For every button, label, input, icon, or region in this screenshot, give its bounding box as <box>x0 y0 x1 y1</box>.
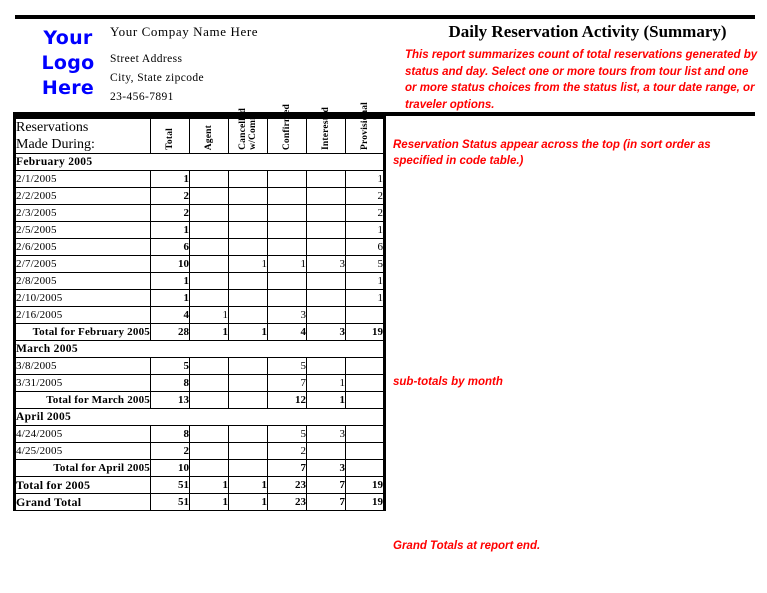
month-subtotal-row <box>15 460 385 477</box>
column-header-total-text: Total <box>165 128 175 150</box>
grand-total-interested: 7 <box>307 494 346 511</box>
subtotal-cancelled-w-comm <box>229 392 268 409</box>
logo-line-1: Your <box>43 27 93 49</box>
row-header-line-1: Reservations <box>16 120 89 135</box>
grand-total-confirmed: 23 <box>268 494 307 511</box>
year-total-cancelled-w-comm: 1 <box>229 477 268 494</box>
cell-provisional: 6 <box>346 239 385 256</box>
table-row <box>15 375 385 392</box>
row-date-label: 4/24/2005 <box>15 426 151 443</box>
subtotal-provisional: 19 <box>346 324 385 341</box>
cell-cancelled-w-comm <box>229 239 268 256</box>
cell-provisional: 1 <box>346 290 385 307</box>
cell-total: 2 <box>151 205 190 222</box>
year-total-total: 51 <box>151 477 190 494</box>
cell-total: 1 <box>151 290 190 307</box>
grand-total-agent: 1 <box>190 494 229 511</box>
cell-agent: 1 <box>190 307 229 324</box>
cell-cancelled-w-comm <box>229 188 268 205</box>
cell-total: 6 <box>151 239 190 256</box>
subtotal-total: 28 <box>151 324 190 341</box>
cell-agent <box>190 375 229 392</box>
subtotal-cancelled-w-comm <box>229 460 268 477</box>
cell-interested: 1 <box>307 375 346 392</box>
cell-agent <box>190 205 229 222</box>
cell-cancelled-w-comm <box>229 273 268 290</box>
table-row <box>15 188 385 205</box>
cell-agent <box>190 188 229 205</box>
company-logo-placeholder <box>28 26 108 101</box>
row-date-label: 2/7/2005 <box>15 256 151 273</box>
cell-interested <box>307 443 346 460</box>
subtotal-agent <box>190 460 229 477</box>
cell-cancelled-w-comm <box>229 358 268 375</box>
table-head <box>15 102 385 154</box>
row-date-label: 2/5/2005 <box>15 222 151 239</box>
annotation-subtotals: sub-totals by month <box>393 376 503 388</box>
cell-confirmed <box>268 188 307 205</box>
cell-interested: 3 <box>307 426 346 443</box>
cell-total: 2 <box>151 443 190 460</box>
cell-total: 2 <box>151 188 190 205</box>
month-group-header-row <box>15 409 385 426</box>
subtotal-label: Total for March 2005 <box>15 392 151 409</box>
subtotal-interested: 3 <box>307 460 346 477</box>
cell-interested <box>307 358 346 375</box>
cell-confirmed <box>268 205 307 222</box>
cell-agent <box>190 239 229 256</box>
subtotal-provisional <box>346 392 385 409</box>
top-divider-rule <box>15 15 755 19</box>
grand-total-total: 51 <box>151 494 190 511</box>
row-date-label: 2/2/2005 <box>15 188 151 205</box>
cell-agent <box>190 171 229 188</box>
cell-provisional: 1 <box>346 222 385 239</box>
row-date-label: 3/8/2005 <box>15 358 151 375</box>
row-date-label: 2/10/2005 <box>15 290 151 307</box>
subtotal-label: Total for April 2005 <box>15 460 151 477</box>
month-group-title: February 2005 <box>15 154 385 171</box>
cell-cancelled-w-comm <box>229 426 268 443</box>
cell-provisional: 1 <box>346 273 385 290</box>
row-header-line-2: Made During: <box>16 137 95 152</box>
cell-agent <box>190 222 229 239</box>
cell-cancelled-w-comm <box>229 290 268 307</box>
cell-cancelled-w-comm <box>229 375 268 392</box>
cell-total: 10 <box>151 256 190 273</box>
row-date-label: 3/31/2005 <box>15 375 151 392</box>
column-header-cancelled-line-1: Cancelled <box>238 108 248 150</box>
table-row <box>15 358 385 375</box>
grand-total-row <box>15 494 385 511</box>
month-group-header-row <box>15 154 385 171</box>
cell-total: 1 <box>151 222 190 239</box>
company-name: Your Compay Name Here <box>110 24 259 39</box>
cell-agent <box>190 426 229 443</box>
cell-cancelled-w-comm: 1 <box>229 256 268 273</box>
cell-confirmed <box>268 222 307 239</box>
month-group-title: April 2005 <box>15 409 385 426</box>
reservation-summary-table <box>13 102 386 511</box>
table-row <box>15 256 385 273</box>
month-group-header-row <box>15 341 385 358</box>
subtotal-confirmed: 12 <box>268 392 307 409</box>
column-header-agent-text: Agent <box>204 124 214 150</box>
company-phone: 23-456-7891 <box>110 91 174 103</box>
cell-interested <box>307 239 346 256</box>
cell-agent <box>190 358 229 375</box>
subtotal-agent: 1 <box>190 324 229 341</box>
cell-cancelled-w-comm <box>229 205 268 222</box>
month-subtotal-row <box>15 392 385 409</box>
cell-total: 1 <box>151 273 190 290</box>
column-header-confirmed-text: Confirmed <box>282 103 292 150</box>
cell-confirmed: 5 <box>268 358 307 375</box>
year-total-agent: 1 <box>190 477 229 494</box>
subtotal-cancelled-w-comm: 1 <box>229 324 268 341</box>
month-group-title: March 2005 <box>15 341 385 358</box>
cell-provisional <box>346 443 385 460</box>
logo-line-3: Here <box>41 77 95 99</box>
row-date-label: 2/1/2005 <box>15 171 151 188</box>
cell-interested <box>307 307 346 324</box>
table-row <box>15 443 385 460</box>
cell-agent <box>190 290 229 307</box>
cell-total: 5 <box>151 358 190 375</box>
cell-confirmed: 2 <box>268 443 307 460</box>
table-row <box>15 239 385 256</box>
cell-agent <box>190 273 229 290</box>
cell-provisional: 1 <box>346 171 385 188</box>
table-row <box>15 273 385 290</box>
table-header-row <box>15 118 385 154</box>
cell-confirmed: 3 <box>268 307 307 324</box>
cell-confirmed <box>268 239 307 256</box>
subtotal-total: 13 <box>151 392 190 409</box>
cell-interested <box>307 222 346 239</box>
company-address-line-1: Street Address <box>110 53 183 65</box>
year-total-confirmed: 23 <box>268 477 307 494</box>
cell-provisional: 2 <box>346 188 385 205</box>
table-body <box>15 154 385 511</box>
cell-provisional <box>346 307 385 324</box>
cell-provisional <box>346 375 385 392</box>
cell-confirmed: 7 <box>268 375 307 392</box>
cell-total: 8 <box>151 375 190 392</box>
row-date-label: 4/25/2005 <box>15 443 151 460</box>
cell-confirmed: 1 <box>268 256 307 273</box>
subtotal-total: 10 <box>151 460 190 477</box>
cell-provisional <box>346 426 385 443</box>
cell-total: 1 <box>151 171 190 188</box>
table-row <box>15 307 385 324</box>
row-date-label: 2/8/2005 <box>15 273 151 290</box>
table-row <box>15 290 385 307</box>
row-header-label <box>15 118 151 154</box>
row-date-label: 2/3/2005 <box>15 205 151 222</box>
annotation-status-columns: Reservation Status appear across the top (in sort order as specified in code table.) <box>393 139 711 167</box>
column-header-cancelled-line-2: w/Comm <box>248 111 258 150</box>
year-total-label: Total for 2005 <box>15 477 151 494</box>
cell-interested <box>307 273 346 290</box>
cell-confirmed <box>268 273 307 290</box>
company-address-line-2: City, State zipcode <box>110 72 205 84</box>
table-row <box>15 171 385 188</box>
table-row <box>15 222 385 239</box>
subtotal-interested: 1 <box>307 392 346 409</box>
cell-interested: 3 <box>307 256 346 273</box>
row-date-label: 2/16/2005 <box>15 307 151 324</box>
cell-total: 8 <box>151 426 190 443</box>
subtotal-provisional <box>346 460 385 477</box>
page-title: Daily Reservation Activity (Summary) <box>448 22 727 41</box>
cell-confirmed: 5 <box>268 426 307 443</box>
column-header-interested-text: Interested <box>321 107 331 150</box>
table-row <box>15 426 385 443</box>
subtotal-interested: 3 <box>307 324 346 341</box>
logo-line-2: Logo <box>41 52 95 74</box>
cell-interested <box>307 188 346 205</box>
cell-cancelled-w-comm <box>229 307 268 324</box>
year-total-row <box>15 477 385 494</box>
cell-provisional <box>346 358 385 375</box>
cell-provisional: 5 <box>346 256 385 273</box>
year-total-provisional: 19 <box>346 477 385 494</box>
row-date-label: 2/6/2005 <box>15 239 151 256</box>
grand-total-provisional: 19 <box>346 494 385 511</box>
month-subtotal-row <box>15 324 385 341</box>
cell-interested <box>307 171 346 188</box>
column-header-provisional <box>346 102 385 154</box>
annotation-grand-totals: Grand Totals at report end. <box>393 540 541 552</box>
grand-total-label: Grand Total <box>15 494 151 511</box>
cell-total: 4 <box>151 307 190 324</box>
cell-confirmed <box>268 171 307 188</box>
column-header-confirmed <box>268 103 307 154</box>
subtotal-confirmed: 7 <box>268 460 307 477</box>
cell-provisional: 2 <box>346 205 385 222</box>
cell-cancelled-w-comm <box>229 222 268 239</box>
column-header-provisional-text: Provisional <box>359 102 370 150</box>
column-header-interested <box>307 107 346 154</box>
cell-cancelled-w-comm <box>229 171 268 188</box>
column-header-total <box>151 118 190 154</box>
cell-interested <box>307 290 346 307</box>
cell-confirmed <box>268 290 307 307</box>
column-header-agent <box>190 118 229 154</box>
table-row <box>15 205 385 222</box>
report-description: This report summarizes count of total reservations generated by status and day. Select one or more tours from tour list and one or more status choices from the status list, a tour date range, or traveler options. <box>405 49 758 111</box>
year-total-interested: 7 <box>307 477 346 494</box>
subtotal-confirmed: 4 <box>268 324 307 341</box>
cell-agent <box>190 443 229 460</box>
subtotal-agent <box>190 392 229 409</box>
cell-cancelled-w-comm <box>229 443 268 460</box>
cell-interested <box>307 205 346 222</box>
grand-total-cancelled-w-comm: 1 <box>229 494 268 511</box>
subtotal-label: Total for February 2005 <box>15 324 151 341</box>
cell-agent <box>190 256 229 273</box>
column-header-cancelled-wcomm <box>229 108 268 154</box>
